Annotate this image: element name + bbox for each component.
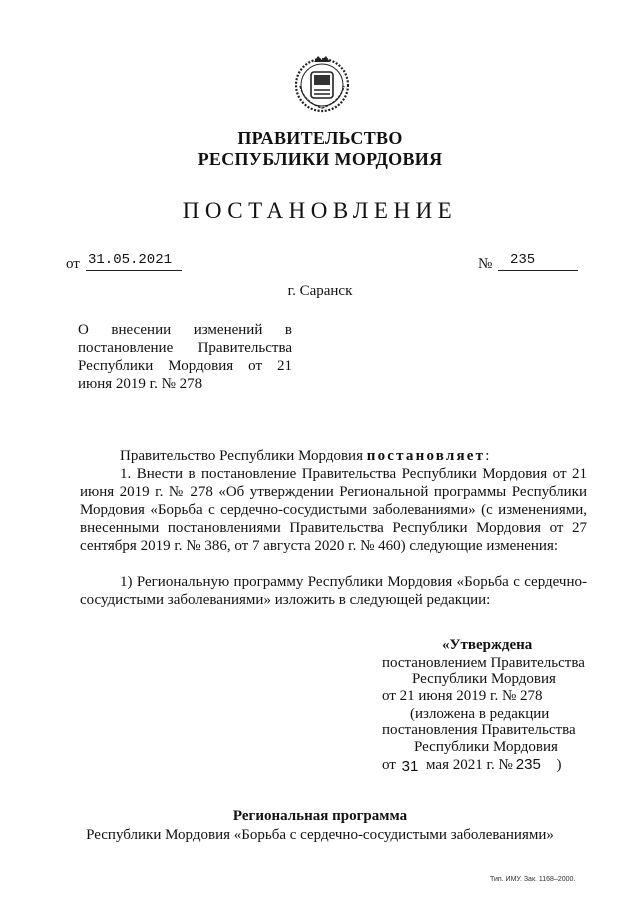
paragraph-2: 1) Региональную программу Республики Мордовия «Борьба с сердечно-сосудистыми заболеваниями» изложить в следующей редакции: bbox=[80, 574, 587, 608]
approval-date-prefix: от bbox=[382, 757, 396, 773]
number-value: 235 bbox=[510, 252, 536, 268]
organization-name-line2: РЕСПУБЛИКИ МОРДОВИЯ bbox=[197, 149, 443, 169]
approval-day-handwritten: 31 bbox=[401, 758, 419, 775]
approval-line-6: Республики Мордовия bbox=[414, 739, 558, 755]
organization-name-line1: ПРАВИТЕЛЬСТВО bbox=[237, 128, 403, 148]
approval-line-1: постановлением Правительства bbox=[382, 655, 585, 671]
number-prefix: № bbox=[478, 256, 493, 272]
approval-date-middle: мая 2021 г. № bbox=[426, 757, 513, 773]
number-field bbox=[498, 253, 578, 271]
document-subject: О внесении изменений в постановление Правительства Республики Мордовия от 21 июня 2019 г. № 278 bbox=[78, 322, 292, 392]
date-value: 31.05.2021 bbox=[88, 252, 173, 268]
intro-text: Правительство Республики Мордовия bbox=[120, 448, 367, 464]
intro-colon: : bbox=[485, 448, 490, 464]
intro-paragraph bbox=[80, 447, 587, 465]
print-info: Тип. ИМУ. Зак. 1168–2000. bbox=[490, 876, 576, 883]
coat-of-arms-icon bbox=[292, 52, 352, 114]
approval-line-5: постановления Правительства bbox=[382, 722, 576, 738]
city: г. Саранск bbox=[287, 283, 353, 299]
approval-line-4: (изложена в редакции bbox=[410, 706, 550, 722]
approval-line-3: от 21 июня 2019 г. № 278 bbox=[382, 688, 543, 704]
paragraph-1: 1. Внести в постановление Правительства Республики Мордовия от 21 июня 2019 г. № 278 «Об утверждении Региональной программы Республики Мордовия «Борьба с сердечно-сосудистыми заболеваниями» (с изменениями, внесенными постановлениями Правительства Республики Мордовия от 27 сентября 2019 г. № 386, от 7 августа 2020 г. № 460) следующие изменения: bbox=[80, 466, 587, 554]
approval-number-handwritten: 235 bbox=[515, 756, 541, 773]
approval-close-paren: ) bbox=[556, 757, 562, 773]
document-type-title: ПОСТАНОВЛЕНИЕ bbox=[182, 198, 458, 223]
program-title: Региональная программа bbox=[232, 808, 408, 824]
date-field bbox=[86, 253, 182, 271]
approval-line-7 bbox=[382, 756, 562, 774]
intro-emphasis: постановляет bbox=[366, 448, 486, 464]
program-subtitle: Республики Мордовия «Борьба с сердечно-сосудистыми заболеваниями» bbox=[86, 827, 554, 843]
approval-title: «Утверждена bbox=[442, 637, 533, 653]
coat-of-arms-emblem bbox=[292, 52, 352, 114]
approval-line-2: Республики Мордовия bbox=[412, 671, 556, 687]
date-prefix: от bbox=[66, 256, 80, 272]
